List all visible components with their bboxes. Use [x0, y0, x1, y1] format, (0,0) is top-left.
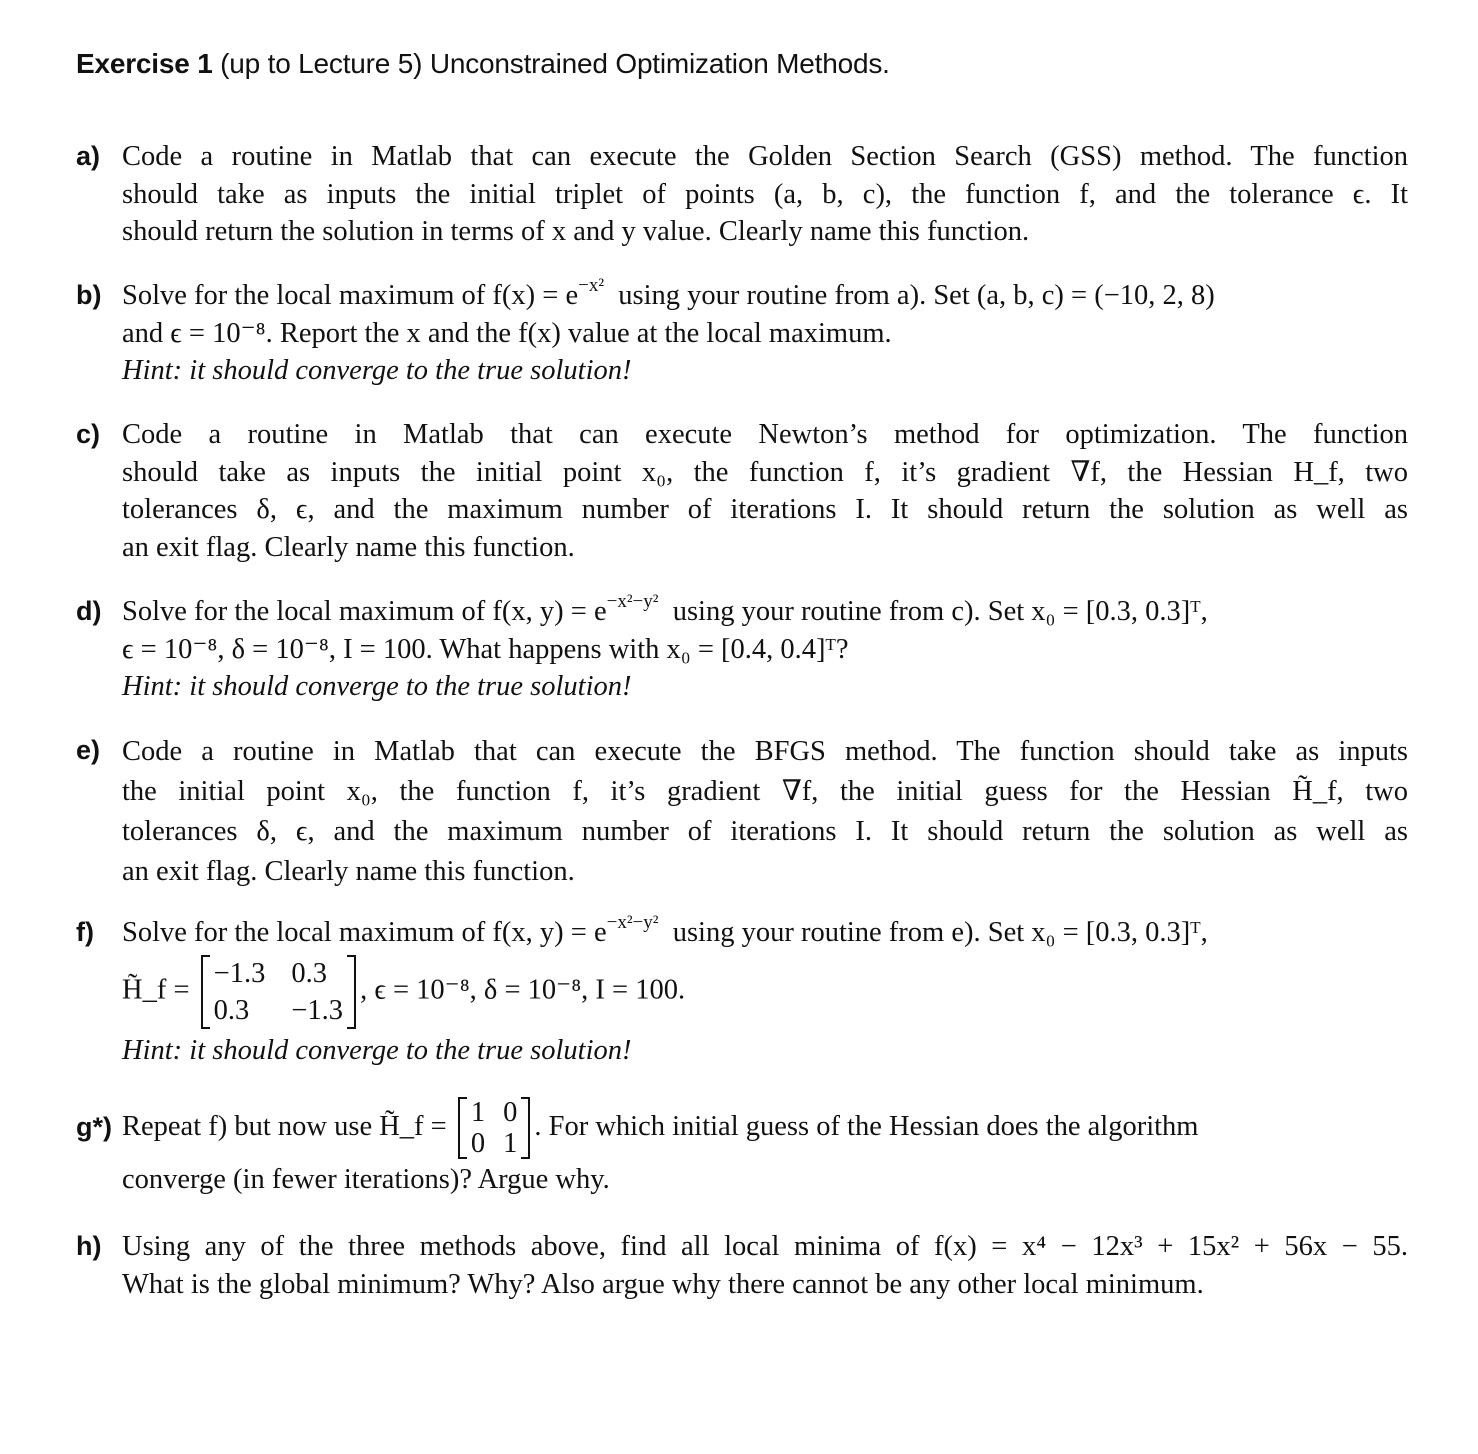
item-d-line-2: ϵ = 10⁻⁸, δ = 10⁻⁸, I = 100. What happens with x₀ = [0.4, 0.4]ᵀ?: [122, 633, 849, 665]
item-h: [76, 1228, 1408, 1303]
matrix-right-bracket: [347, 955, 356, 1029]
exercise-title: [76, 48, 890, 80]
item-c-line-3: tolerances δ, ϵ, and the maximum number of iterations I. It should return the solution as well as: [122, 494, 1408, 525]
item-a: [76, 138, 1408, 251]
item-g: [76, 1093, 1408, 1199]
hessian-matrix: [201, 955, 356, 1029]
item-e-line-4: an exit flag. Clearly name this function.: [122, 856, 575, 887]
item-label: e): [76, 735, 101, 765]
lecture-range: (up to Lecture 5): [220, 48, 423, 79]
item-b-hint: Hint: it should converge to the true solution!: [122, 355, 632, 386]
item-e: [76, 732, 1408, 892]
exponent: −x²−y²: [606, 912, 659, 933]
matrix-right-bracket: [521, 1097, 530, 1159]
item-f-hint: Hint: it should converge to the true solution!: [122, 1034, 632, 1066]
exercise-number: Exercise 1: [76, 48, 213, 79]
item-c-line-2: should take as inputs the initial point x₀, the function f, it’s gradient ∇f, the Hessian H_f, two: [122, 456, 1408, 488]
exponent: −x²: [578, 275, 605, 296]
item-b-line-1-end: using your routine from a). Set (a, b, c) = (−10, 2, 8): [618, 280, 1215, 311]
matrix-entry: 0.3: [213, 994, 250, 1026]
item-f-line-1: [122, 914, 1408, 952]
item-label: d): [76, 596, 102, 626]
item-a-line-3: should return the solution in terms of x and y value. Clearly name this function.: [122, 216, 1030, 247]
matrix-entry: 0: [470, 1128, 486, 1160]
item-d: [76, 593, 1408, 706]
hessian-label: H̃_f =: [122, 974, 190, 1006]
item-f-line-1-start: Solve for the local maximum of f(x, y) = e: [122, 917, 607, 948]
matrix-entry: 0.3: [291, 957, 327, 989]
matrix-entry: 1: [503, 1128, 518, 1160]
item-d-line-1-end: using your routine from c). Set x₀ = [0.3, 0.3]ᵀ,: [672, 596, 1208, 627]
item-b-line-2: and ϵ = 10⁻⁸. Report the x and the f(x) value at the local maximum.: [122, 317, 892, 349]
item-label: b): [76, 280, 102, 310]
item-h-line-1: Using any of the three methods above, find all local minima of f(x) = x⁴ − 12x³ + 15x² + 56x − 55.: [122, 1231, 1408, 1262]
item-g-line-1-start: Repeat f) but now use H̃_f =: [122, 1111, 447, 1142]
item-h-line-2: What is the global minimum? Why? Also argue why there cannot be any other local minimum.: [122, 1268, 1204, 1300]
item-label: g*): [76, 1112, 112, 1142]
item-d-line-1: [122, 593, 1408, 631]
item-b: [76, 277, 1408, 390]
item-g-line-1-end: . For which initial guess of the Hessian does the algorithm: [534, 1111, 1199, 1142]
item-f-params: , ϵ = 10⁻⁸, δ = 10⁻⁸, I = 100.: [360, 974, 686, 1006]
item-c: [76, 416, 1408, 566]
item-b-line-1: [122, 277, 1408, 315]
matrix-entry: 0: [503, 1097, 518, 1129]
item-f-line-2: [122, 955, 1408, 1029]
exercise-topic: Unconstrained Optimization Methods.: [429, 48, 890, 79]
item-e-line-1: Code a routine in Matlab that can execute the BFGS method. The function should take as inputs: [122, 736, 1408, 767]
item-g-line-1: [122, 1093, 1408, 1161]
exponent: −x²−y²: [606, 591, 659, 612]
item-c-line-4: an exit flag. Clearly name this function.: [122, 531, 575, 563]
matrix-entry: 1: [470, 1097, 486, 1129]
item-d-line-1-start: Solve for the local maximum of f(x, y) = e: [122, 596, 607, 627]
item-b-line-1-start: Solve for the local maximum of f(x) = e: [122, 280, 579, 311]
matrix-entry: −1.3: [291, 994, 344, 1026]
item-d-hint: Hint: it should converge to the true solution!: [122, 671, 632, 702]
item-f-line-1-end: using your routine from e). Set x₀ = [0.3, 0.3]ᵀ,: [672, 917, 1208, 948]
item-f: [76, 914, 1408, 1069]
item-e-line-2: the initial point x₀, the function f, it’s gradient ∇f, the initial guess for the Hessian H̃_f, two: [122, 776, 1408, 807]
item-g-line-2: converge (in fewer iterations)? Argue why.: [122, 1164, 610, 1195]
item-label: c): [76, 419, 101, 449]
matrix-left-bracket: [201, 955, 210, 1029]
item-label: h): [76, 1231, 102, 1261]
matrix-left-bracket: [458, 1097, 467, 1159]
item-a-line-2: should take as inputs the initial triplet of points (a, b, c), the function f, and the tolerance ϵ. It: [122, 178, 1408, 210]
matrix-entry: −1.3: [213, 957, 266, 989]
item-label: a): [76, 141, 101, 171]
item-label: f): [76, 917, 94, 947]
item-a-line-1: Code a routine in Matlab that can execute the Golden Section Search (GSS) method. The function: [122, 141, 1408, 172]
item-e-line-3: tolerances δ, ϵ, and the maximum number of iterations I. It should return the solution as well as: [122, 816, 1408, 847]
identity-matrix: [458, 1097, 531, 1159]
item-c-line-1: Code a routine in Matlab that can execute Newton’s method for optimization. The function: [122, 419, 1408, 450]
